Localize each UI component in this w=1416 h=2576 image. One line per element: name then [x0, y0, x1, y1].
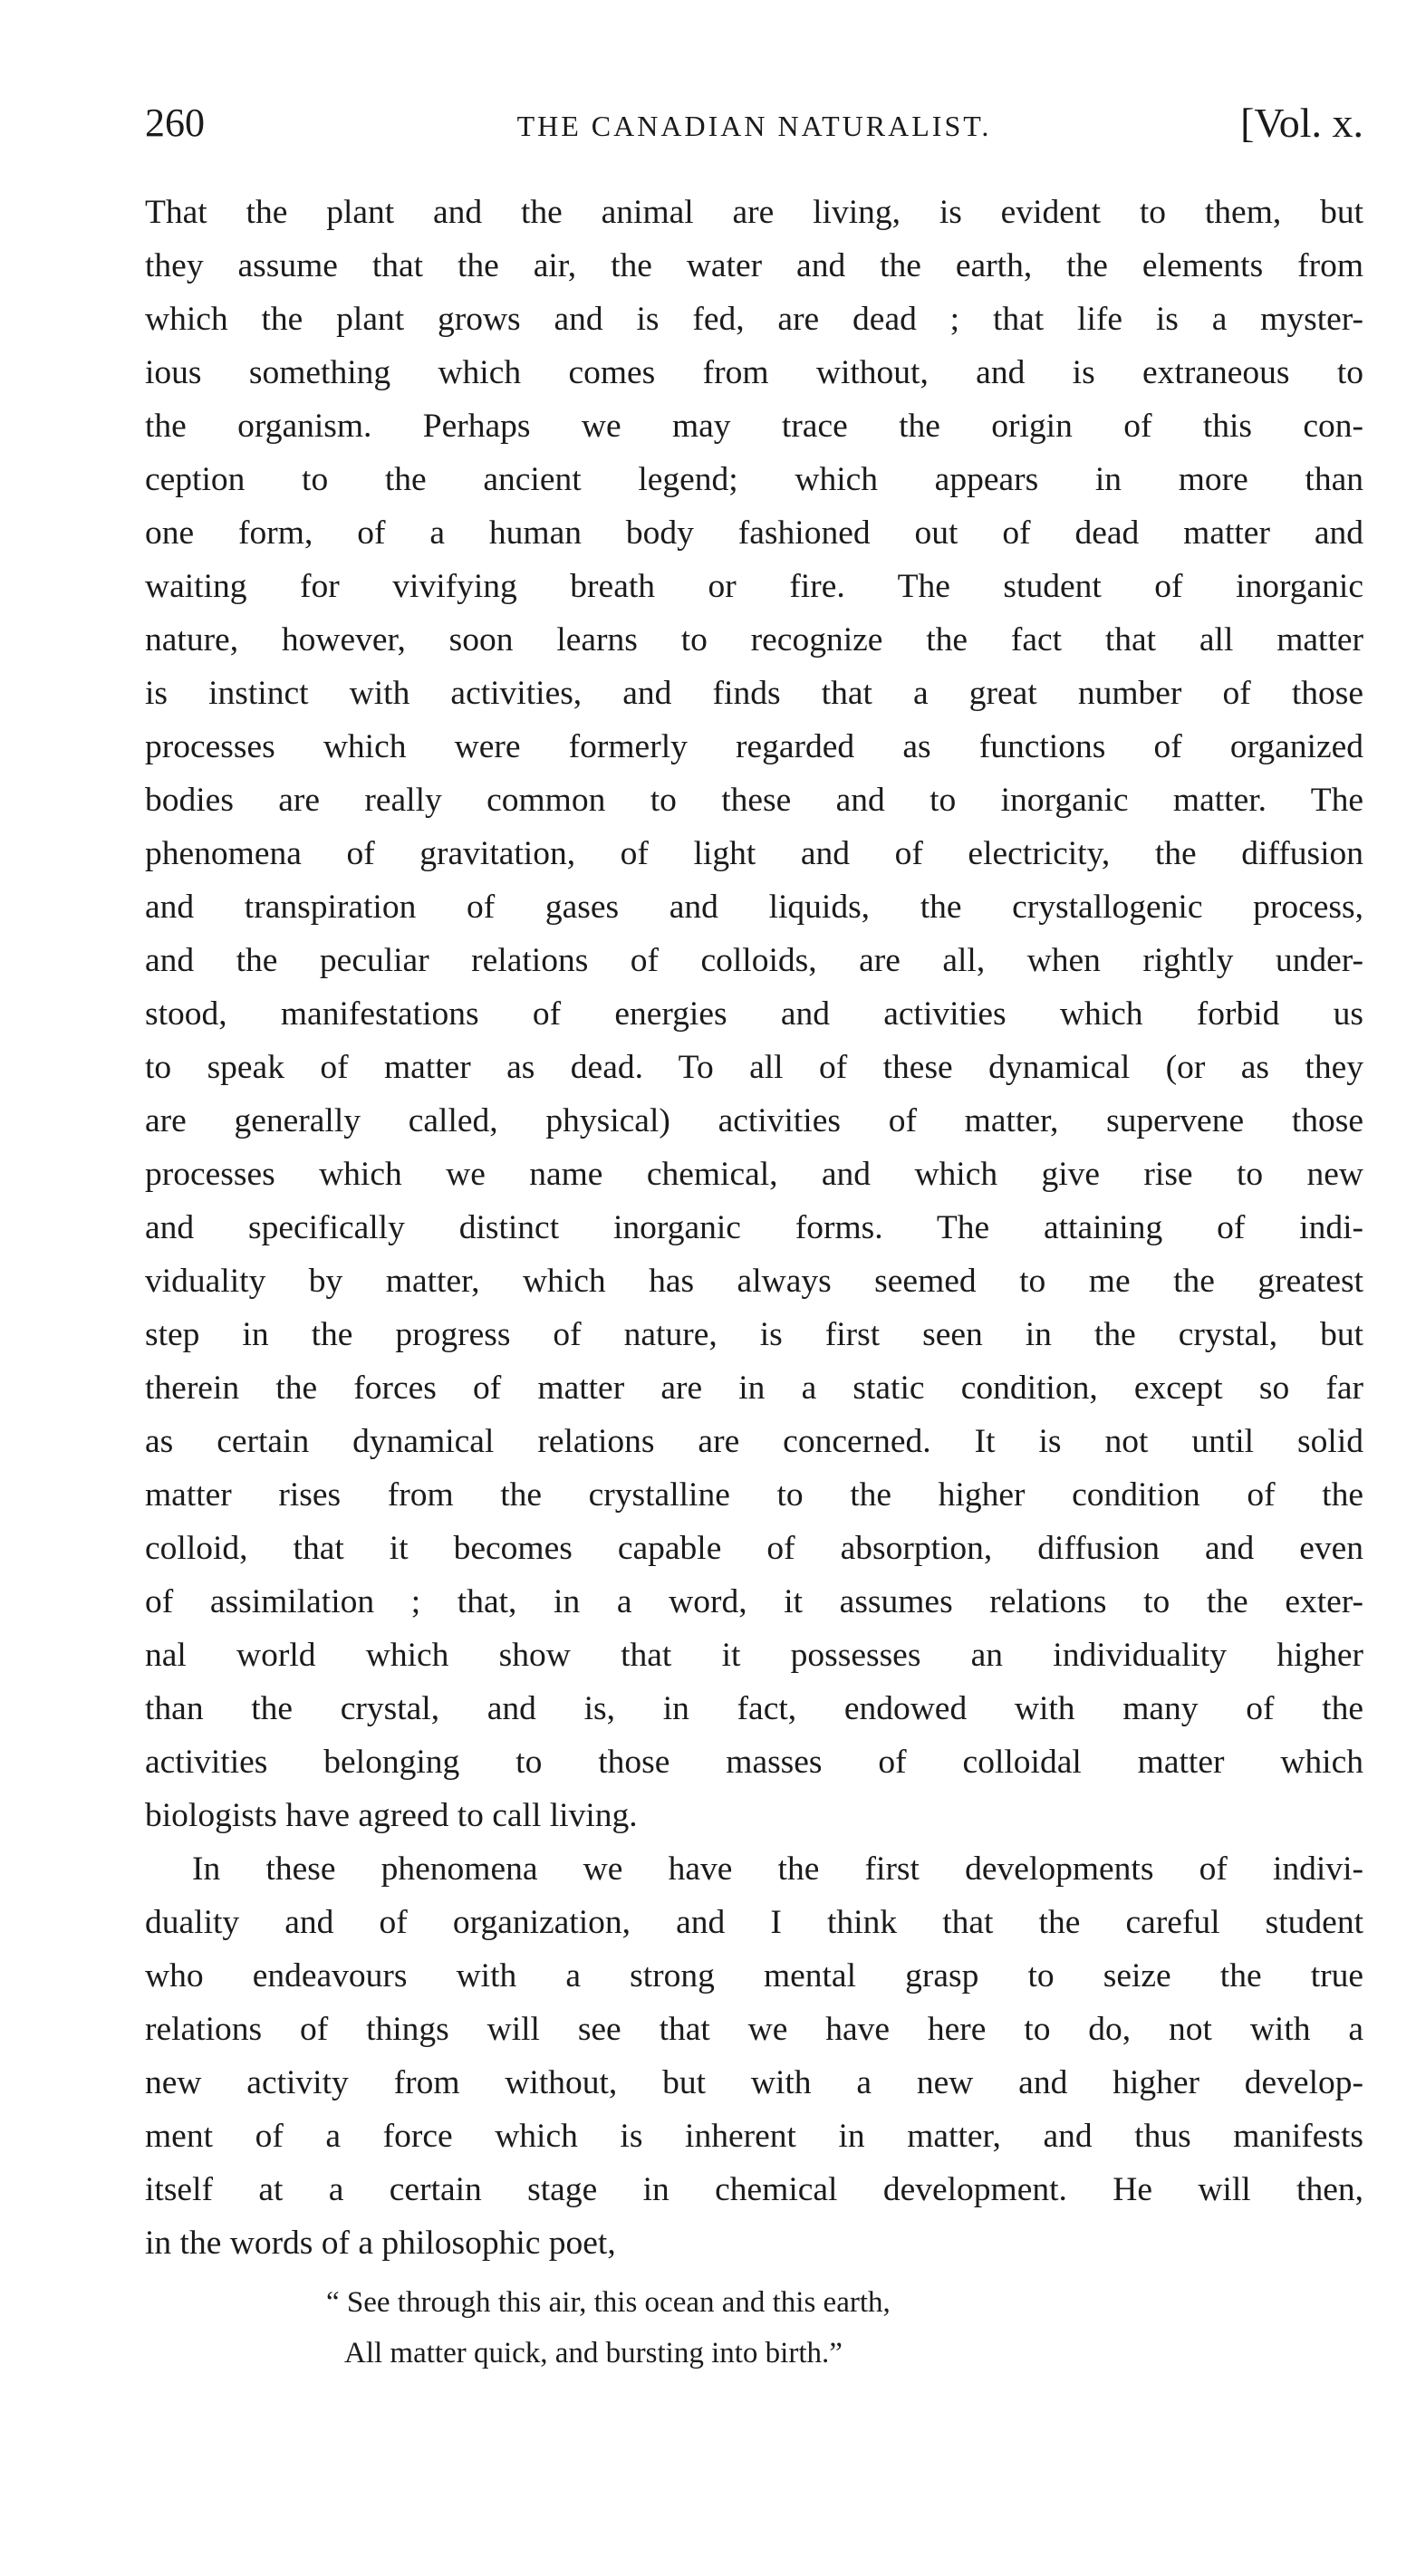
text-line: In these phenomena we have the first developments of indivi- — [192, 1850, 1363, 1888]
text-line: bodies are really common to these and to inorganic matter. The — [145, 782, 1363, 819]
text-line: That the plant and the animal are living, is evident to them, but — [145, 194, 1363, 231]
text-line: in the words of a philosophic poet, — [145, 2225, 616, 2262]
text-line: one form, of a human body fashioned out of dead matter and — [145, 514, 1363, 552]
text-line: therein the forces of matter are in a static condition, except so far — [145, 1370, 1363, 1407]
text-line: phenomena of gravitation, of light and of electricity, the diffusion — [145, 835, 1363, 872]
text-line: of assimilation ; that, in a word, it assumes relations to the exter- — [145, 1583, 1363, 1620]
text-line: waiting for vivifying breath or fire. The student of inorganic — [145, 568, 1363, 605]
paragraph-1 — [145, 186, 1363, 1842]
volume-label: [Vol. x. — [1240, 100, 1363, 146]
text-line: ment of a force which is inherent in matter, and thus manifests — [145, 2118, 1363, 2155]
text-line: colloid, that it becomes capable of absorption, diffusion and even — [145, 1530, 1363, 1567]
verse-line-1: “ See through this air, this ocean and this earth, — [326, 2286, 891, 2319]
text-line: matter rises from the crystalline to the higher condition of the — [145, 1476, 1363, 1514]
verse-quotation — [145, 2277, 1363, 2379]
page-header — [145, 98, 1363, 152]
text-line: they assume that the air, the water and the earth, the elements from — [145, 247, 1363, 284]
text-line: relations of things will see that we have here to do, not with a — [145, 2011, 1363, 2048]
text-line: duality and of organization, and I think that the careful student — [145, 1904, 1363, 1941]
text-line: nature, however, soon learns to recognize the fact that all matter — [145, 621, 1363, 658]
text-line: nal world which show that it possesses an individuality higher — [145, 1637, 1363, 1674]
text-line: itself at a certain stage in chemical development. He will then, — [145, 2171, 1363, 2208]
text-line: and transpiration of gases and liquids, the crystallogenic process, — [145, 889, 1363, 926]
text-line: is instinct with activities, and finds that a great number of those — [145, 675, 1363, 712]
body-text — [145, 186, 1363, 2379]
text-line: step in the progress of nature, is first seen in the crystal, but — [145, 1316, 1363, 1353]
verse-line-2: All matter quick, and bursting into birth.” — [344, 2337, 843, 2369]
text-line: ception to the ancient legend; which appears in more than — [145, 461, 1363, 498]
text-line: processes which we name chemical, and which give rise to new — [145, 1156, 1363, 1193]
paragraph-2 — [145, 1842, 1363, 2270]
text-line: than the crystal, and is, in fact, endowed with many of the — [145, 1690, 1363, 1727]
text-line: and specifically distinct inorganic forms. The attaining of indi- — [145, 1209, 1363, 1246]
text-line: which the plant grows and is fed, are dead ; that life is a myster- — [145, 301, 1363, 338]
text-line: new activity from without, but with a new and higher develop- — [145, 2064, 1363, 2101]
text-line: to speak of matter as dead. To all of these dynamical (or as they — [145, 1049, 1363, 1086]
text-line: and the peculiar relations of colloids, are all, when rightly under- — [145, 942, 1363, 979]
text-line: processes which were formerly regarded as functions of organized — [145, 728, 1363, 765]
page-number: 260 — [145, 101, 205, 145]
running-title: THE CANADIAN NATURALIST. — [516, 110, 992, 142]
text-line: are generally called, physical) activities of matter, supervene those — [145, 1102, 1363, 1139]
text-line: viduality by matter, which has always seemed to me the greatest — [145, 1263, 1363, 1300]
text-line: as certain dynamical relations are concerned. It is not until solid — [145, 1423, 1363, 1460]
text-line: ious something which comes from without, and is extraneous to — [145, 354, 1363, 391]
text-line: the organism. Perhaps we may trace the origin of this con- — [145, 408, 1363, 445]
text-line: activities belonging to those masses of colloidal matter which — [145, 1744, 1363, 1781]
text-line: stood, manifestations of energies and activities which forbid us — [145, 995, 1363, 1033]
text-line: who endeavours with a strong mental grasp to seize the true — [145, 1957, 1363, 1994]
text-line: biologists have agreed to call living. — [145, 1797, 638, 1834]
